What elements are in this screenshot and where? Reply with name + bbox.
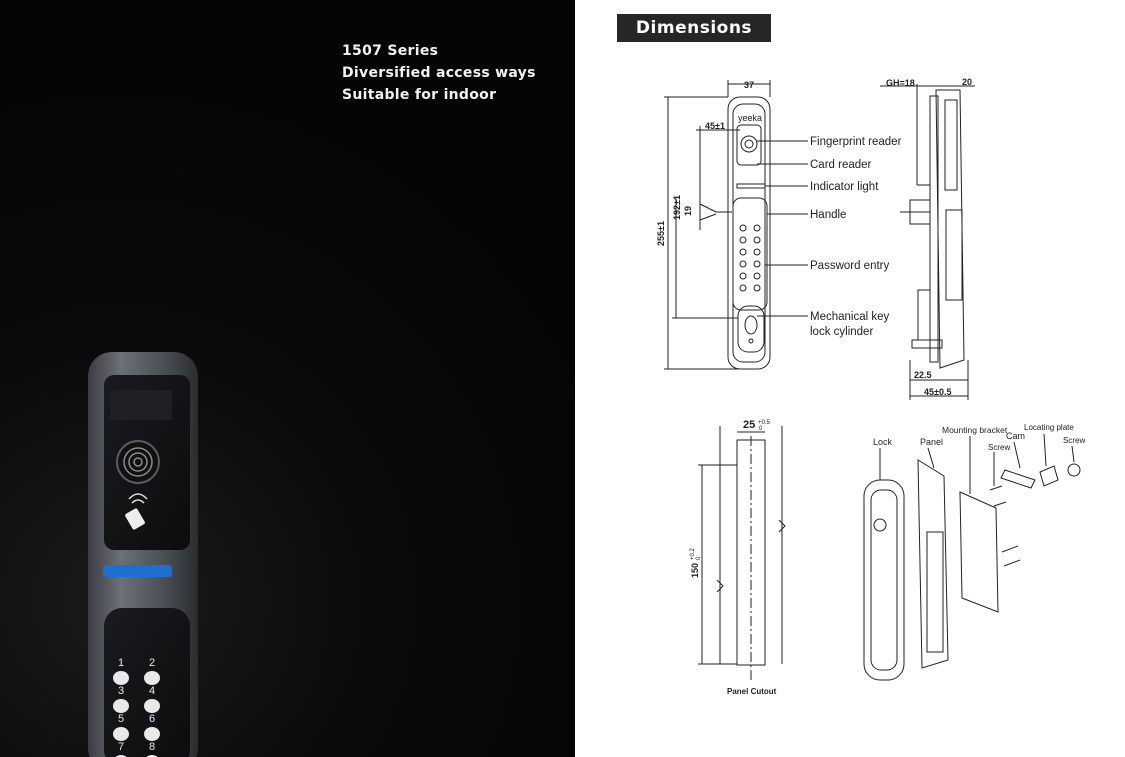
label-locating-plate: Locating plate <box>1024 423 1074 432</box>
label-lock: Lock <box>873 437 893 447</box>
cutout-width-tol2: 0 <box>759 426 763 432</box>
brand-label: yeeka <box>738 113 763 123</box>
dim-width: 37 <box>744 80 755 90</box>
tagline-indoor: Suitable for indoor <box>342 87 497 103</box>
label-screw-2: Screw <box>1063 436 1086 445</box>
dim-side-width: 20 <box>962 77 973 87</box>
keypad-key-label: 1 <box>117 657 125 669</box>
cutout-height: 150 <box>690 562 700 578</box>
cutout-label: Panel Cutout <box>727 687 777 696</box>
exploded-view-drawing <box>864 434 1080 680</box>
callout-handle: Handle <box>810 209 847 221</box>
cutout-height-tol: +0.2 <box>690 548 696 560</box>
cutout-height-tol2: 0 <box>696 556 702 560</box>
keypad-key-label: 4 <box>148 685 156 697</box>
keypad-key-label: 3 <box>117 685 125 697</box>
keypad-key-label: 2 <box>148 657 156 669</box>
keypad-key-label: 6 <box>148 713 156 725</box>
side-view-drawing <box>880 84 975 400</box>
label-panel: Panel <box>920 437 944 447</box>
tagline-access: Diversified access ways <box>342 65 536 81</box>
dim-depth: 45±0.5 <box>924 387 952 397</box>
cutout-width: 25 <box>743 419 756 431</box>
keypad-key-label: 5 <box>117 713 125 725</box>
dim-small: 19 <box>683 205 693 216</box>
keypad-key-label: 8 <box>148 741 156 753</box>
dim-handle: 192±1 <box>672 195 682 220</box>
dim-offset: 45±1 <box>705 121 725 131</box>
callout-password: Password entry <box>810 260 890 272</box>
dim-height: 255±1 <box>656 221 666 246</box>
dim-gh: GH=18 <box>886 78 915 88</box>
label-mounting-bracket: Mounting bracket <box>942 425 1008 435</box>
section-title: Dimensions <box>617 14 771 42</box>
panel-cutout-drawing <box>698 426 785 680</box>
dim-bottom: 22.5 <box>914 370 932 380</box>
front-view-drawing <box>664 80 808 369</box>
label-cam: Cam <box>1006 431 1026 441</box>
callout-indicator: Indicator light <box>810 181 879 193</box>
cutout-width-tol: +0.5 <box>758 420 770 426</box>
callout-cylinder: lock cylinder <box>810 326 874 338</box>
callout-mech-key: Mechanical key <box>810 311 890 323</box>
keypad-key-label: 7 <box>117 741 125 753</box>
label-screw-1: Screw <box>988 443 1011 452</box>
callout-card-reader: Card reader <box>810 159 872 171</box>
front-keypad-drawing <box>740 225 760 291</box>
callout-fingerprint: Fingerprint reader <box>810 136 902 148</box>
tagline-series: 1507 Series <box>342 43 439 59</box>
